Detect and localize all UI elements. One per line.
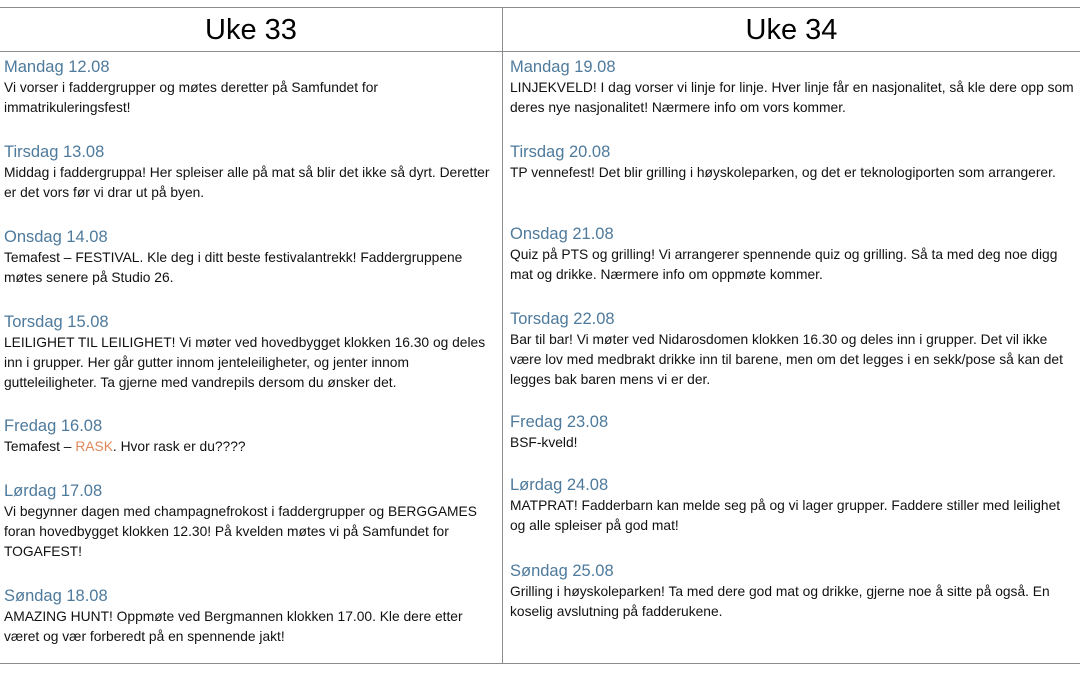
day-entry (4, 313, 498, 393)
day-title: Lørdag 17.08 (4, 482, 103, 500)
day-description: Grilling i høyskoleparken! Ta med dere god mat og drikke, gjerne noe å sitte på også. En koselig avslutning på fadderukene. (510, 584, 1050, 619)
day-title: Søndag 25.08 (510, 562, 614, 580)
day-description: BSF-kveld! (510, 435, 578, 450)
day-title: Onsdag 21.08 (510, 225, 614, 243)
schedule-table (0, 7, 1080, 664)
day-text-post: . Hvor rask er du???? (112, 439, 246, 454)
day-title: Tirsdag 13.08 (4, 143, 105, 161)
week-33-title: Uke 33 (205, 14, 297, 46)
day-entry (510, 225, 1076, 285)
day-description: Vi vorser i faddergrupper og møtes deretter på Samfundet for immatrikuleringsfest! (4, 80, 378, 115)
day-entry (4, 417, 246, 457)
day-title: Tirsdag 20.08 (510, 143, 611, 161)
day-entry (510, 310, 1076, 390)
day-entry (510, 58, 1076, 118)
day-title: Mandag 19.08 (510, 58, 616, 76)
rask-accent-text: RASK (75, 439, 113, 454)
week-34-title: Uke 34 (745, 14, 838, 46)
day-title: Fredag 23.08 (510, 413, 609, 431)
day-description: MATPRAT! Fadderbarn kan melde seg på og vi lager grupper. Faddere stiller med leilighet og alle spleiser på god mat! (510, 498, 1061, 533)
day-title: Torsdag 22.08 (510, 310, 615, 328)
day-entry (510, 562, 1076, 622)
day-description: Temafest – FESTIVAL. Kle deg i ditt beste festivalantrekk! Faddergruppene møtes senere på Studio 26. (4, 250, 463, 285)
day-text-pre: Temafest – (4, 439, 76, 454)
day-description: LINJEKVELD! I dag vorser vi linje for linje. Hver linje får en nasjonalitet, så kle dere opp som deres nye nasjonalitet! Nærmere info om vors kommer. (510, 80, 1074, 115)
day-entry (4, 482, 498, 562)
day-description: Middag i faddergruppa! Her spleiser alle på mat så blir det ikke så dyrt. Deretter er det vors før vi drar ut på byen. (4, 165, 490, 200)
day-entry (510, 413, 608, 453)
day-title: Lørdag 24.08 (510, 476, 609, 494)
day-title: Onsdag 14.08 (4, 228, 108, 246)
day-description: Vi begynner dagen med champagnefrokost i faddergrupper og BERGGAMES foran hovedbygget klokken 12.30! På kvelden møtes vi på Samfundet for TOGAFEST! (4, 504, 477, 559)
day-description (4, 437, 246, 457)
day-entry (4, 143, 498, 203)
day-entry (4, 587, 498, 647)
column-divider (502, 8, 503, 663)
day-entry (510, 143, 1056, 183)
day-description: Quiz på PTS og grilling! Vi arrangerer spennende quiz og grilling. Så ta med deg noe digg mat og drikke. Nærmere info om oppmøte kommer. (510, 247, 1058, 282)
day-entry (4, 228, 498, 288)
day-description: Bar til bar! Vi møter ved Nidarosdomen klokken 16.30 og deles inn i grupper. Det vil ikke være lov med medbrakt drikke inn til barene, men om det legges i en sekk/pose så kan det legges bak baren mens vi er der. (510, 332, 1063, 387)
day-title: Torsdag 15.08 (4, 313, 109, 331)
day-title: Søndag 18.08 (4, 587, 108, 605)
day-entry (4, 58, 498, 118)
table-header-row (0, 8, 1080, 52)
day-description: LEILIGHET TIL LEILIGHET! Vi møter ved hovedbygget klokken 16.30 og deles inn i grupper. Her går gutter innom jenteleiligheter, og jenter innom gutteleiligheter. Ta gjerne med vandrepils dersom du ønsker det. (4, 335, 486, 390)
day-entry (510, 476, 1076, 536)
day-description: TP vennefest! Det blir grilling i høyskoleparken, og det er teknologiporten som arrangerer. (510, 165, 1056, 180)
day-title: Mandag 12.08 (4, 58, 110, 76)
day-title: Fredag 16.08 (4, 417, 103, 435)
day-description: AMAZING HUNT! Oppmøte ved Bergmannen klokken 17.00. Kle dere etter været og vær forberedt på en spennende jakt! (4, 609, 463, 644)
